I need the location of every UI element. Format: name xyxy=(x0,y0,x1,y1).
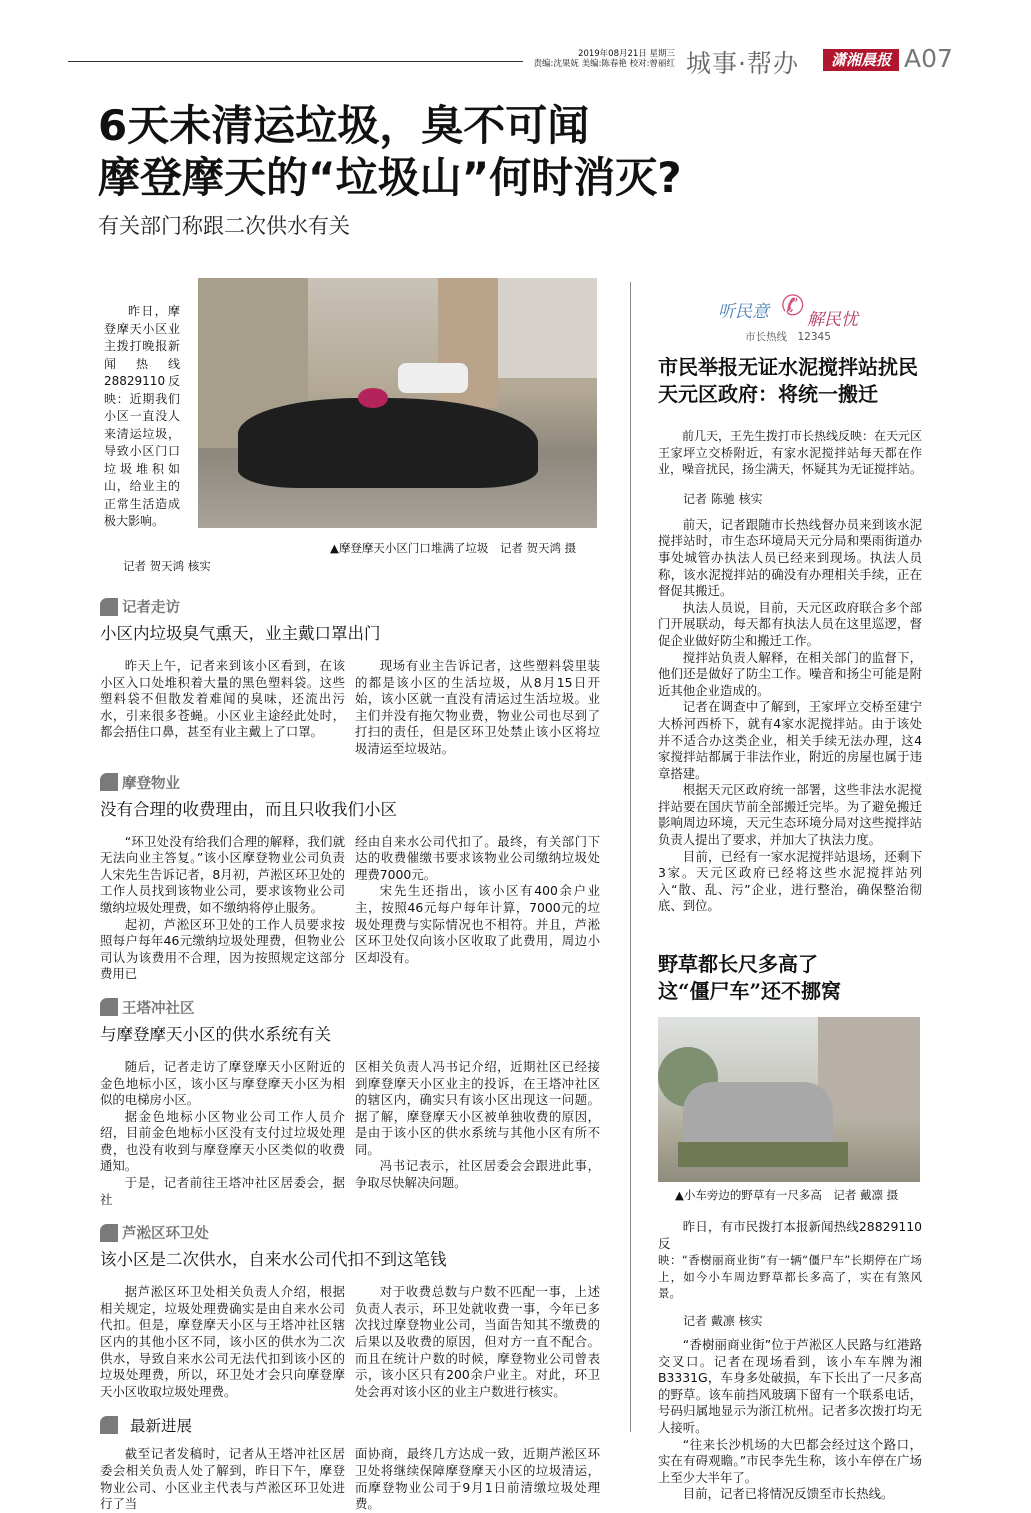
sidebar-story-1-byline: 记者 陈驰 核实 xyxy=(683,491,763,506)
main-story-sections xyxy=(100,596,600,1513)
header-rule xyxy=(68,61,523,62)
subheadline: 有关部门称跟二次供水有关 xyxy=(98,214,350,238)
section-marker xyxy=(100,998,118,1016)
section-4-left-column: 据芦淞区环卫处相关负责人介绍，根据相关规定，垃圾处理费确实是由自来水公司代扣。但是，摩登摩天小区与王塔冲社区辖区内的其他小区不同，该小区的供水为二次供水，导致自来水公司无法代扣到该小区的垃圾处理费，所以，环卫处才会只向摩登摩天小区收取垃圾处理费。 xyxy=(100,1284,345,1399)
page-number: A07 xyxy=(904,44,953,73)
section-latest-progress: 最新进展 截至记者发稿时，记者从王塔冲社区居委会相关负责人处了解到，昨日下午，摩登物业公司、小区业主代表与芦淞区环卫处进行了当 面协商，最终几方达成一致，近期芦淞区环卫处将继续保障摩登摩天小区的垃圾清运，而摩登物业公司于9月1日前清缴垃圾处理费。 xyxy=(100,1417,600,1512)
section-5-left-column: 截至记者发稿时，记者从王塔冲社区居委会相关负责人处了解到，昨日下午，摩登物业公司、小区业主代表与芦淞区环卫处进行了当 xyxy=(100,1446,345,1512)
zombie-car-photo xyxy=(658,1017,920,1182)
section-1-left-column: 昨天上午，记者来到该小区看到，在该小区入口处堆积着大量的黑色塑料袋。这些塑料袋不但散发着难闻的臭味，还流出污水，引来很多苍蝇。小区业主途经此处时，都会捂住口鼻，甚至有业主戴上了口罩。 xyxy=(100,658,345,740)
section-lusong-sanitation: 芦淞区环卫处 该小区是二次供水，自来水公司代扣不到这笔钱 据芦淞区环卫处相关负责人介绍，根据相关规定，垃圾处理费确实是由自来水公司代扣。但是，摩登摩天小区与王塔冲社区辖区内的其他小区不同，该小区的供水为二次供水，导致自来水公司无法代扣到该小区的垃圾处理费，所以，环卫处才会只向摩登摩天小区收取垃圾处理费。 对于收费总数与户数不匹配一事，上述负责人表示，环卫处就收费一事，今年已多次找过摩登物业公司，当面告知其不缴费的后果以及收费的原因，但对方一直不配合。而且在统计户数的时候，摩登物业公司曾表示，该小区只有200余户业主。对此，环卫处会再对该小区的业主户数进行核实。 xyxy=(100,1225,600,1399)
section-1-right-column: 现场有业主告诉记者，这些塑料袋里装的都是该小区的生活垃圾，从8月15日开始，该小区就一直没有清运过生活垃圾。业主们并没有拖欠物业费，物业公司也尽到了打扫的责任，但是区环卫处禁止该小区将垃圾清运至垃圾站。 xyxy=(355,658,600,756)
section-2-left-column: “环卫处没有给我们合理的解释，我们就无法向业主答复。”该小区摩登物业公司负责人宋先生告诉记者，8月初，芦淞区环卫处的工作人员找到该物业公司，要求该物业公司缴纳垃圾处理费，如不缴纳将停止服务。 起初，芦淞区环卫处的工作人员要求按照每户每年46元缴纳垃圾处理费，但物业公司认为该费用不合理，因为按照规定这部分费用已 xyxy=(100,833,345,982)
headline xyxy=(98,100,682,204)
intro-paragraph: 昨日，摩登摩天小区业主拨打晚报新闻热线28829110反映：近期我们小区一直没人来清运垃圾，导致小区门口垃圾堆积如山，给业主的正常生活造成极大影响。 xyxy=(104,304,180,528)
section-marker xyxy=(100,598,118,616)
sidebar-story-1-intro: 前几天，王先生拨打市长热线反映：在天元区王家坪立交桥附近，有家水泥搅拌站每天都在作业，噪音扰民，扬尘满天，怀疑其为无证搅拌站。 xyxy=(658,429,923,477)
section-marker xyxy=(100,773,118,791)
sidebar-story-1-body: 前天，记者跟随市长热线督办员来到该水泥搅拌站时，市生态环境局天元分局和栗雨街道办事处城管办执法人员已经来到现场。执法人员称，该水泥搅拌站的确没有办理相关手续，正在督促其搬迁。 执法人员说，目前，天元区政府联合多个部门开展联动，每天都有执法人员在这里巡逻，督促企业做好防尘和搬迁工作。 搅拌站负责人解释，在相关部门的监督下，他们还是做好了防尘工作。噪音和扬尘可能是附近其他企业造成的。 记者在调查中了解到，王家坪立交桥至建宁大桥河西桥下，就有4家水泥搅拌站。由于该处并不适合办这类企业，相关手续无法办理，这4家搅拌站都属于非法作业，附近的房屋也属于违章搭建。 根据天元区政府统一部署，这些非法水泥搅拌站要在国庆节前全部搬迁完毕。为了避免搬迁影响周边环境，天元生态环境分局对这些搅拌站负责人提出了要求，并加大了执法力度。 目前，已经有一家水泥搅拌站退场，还剩下3家。天元区政府已经将这些水泥搅拌站列入“散、乱、污”企业，进行整治，确保整治彻底、到位。 xyxy=(658,516,922,914)
sidebar-story-2-byline: 记者 戴凛 核实 xyxy=(683,1314,763,1328)
sidebar-photo-caption: ▲小车旁边的野草有一尺多高 记者 戴凛 摄 xyxy=(675,1188,899,1203)
sidebar-story-1-headline: 市民举报无证水泥搅拌站扰民 天元区政府：将统一搬迁 xyxy=(658,355,918,406)
sidebar-story-2-headline: 野草都长尺多高了 这“僵尸车”还不挪窝 xyxy=(658,952,842,1004)
section-5-right-column: 面协商，最终几方达成一致，近期芦淞区环卫处将继续保障摩登摩天小区的垃圾清运，而摩登物业公司于9月1日前清缴垃圾处理费。 xyxy=(355,1446,600,1512)
phone-icon: ✆ xyxy=(781,289,805,322)
sidebar-story-2-intro: 昨日，有市民拨打本报新闻热线28829110反 映：“香樹丽商业街”有一辆“僵尸车”长期停在广场上，如今小车周边野草都长多高了，实在有煞风景。 xyxy=(658,1219,922,1301)
garbage-photo xyxy=(198,278,597,528)
byline: 记者 贺天鸿 核实 xyxy=(123,559,211,573)
photo-caption: ▲摩登摩天小区门口堆满了垃圾 记者 贺天鸿 摄 xyxy=(330,541,577,555)
section-name: 城事·帮办 xyxy=(686,49,799,78)
section-reporter-visit: 记者走访 小区内垃圾臭气熏天，业主戴口罩出门 昨天上午，记者来到该小区看到，在该小区入口处堆积着大量的黑色塑料袋。这些塑料袋不但散发着难闻的臭味，还流出污水，引来很多苍蝇。小区业主途经此处时，都会捂住口鼻，甚至有业主戴上了口罩。 现场有业主告诉记者，这些塑料袋里装的都是该小区的生活垃圾，从8月15日开始，该小区就一直没有清运过生活垃圾。业主们并没有拖欠物业费，物业公司也尽到了打扫的责任，但是区环卫处禁止该小区将垃圾清运至垃圾站。 xyxy=(100,599,600,756)
headline-line-2: 摩登摩天的“垃圾山”何时消灭? xyxy=(98,153,682,202)
headline-line-1: 6天未清运垃圾，臭不可闻 xyxy=(98,101,590,150)
section-modeng-property: 摩登物业 没有合理的收费理由，而且只收我们小区 “环卫处没有给我们合理的解释，我们就无法向业主答复。”该小区摩登物业公司负责人宋先生告诉记者，8月初，芦淞区环卫处的工作人员找到该物业公司，要求该物业公司缴纳垃圾处理费，如不缴纳将停止服务。 起初，芦淞区环卫处的工作人员要求按照每户每年46元缴纳垃圾处理费，但物业公司认为该费用不合理，因为按照规定这部分费用已 经由自来水公司代扣了。最终，有关部门下达的收费催缴书要求该物业公司缴纳垃圾处理费7000元。 宋先生还指出，该小区有400余户业主，按照46元每户每年计算，7000元的垃圾处理费与实际情况也不相符。并且，芦淞区环卫处仅向该小区收取了此费用，周边小区却没有。 xyxy=(100,774,600,982)
section-wangtachong-community: 王塔冲社区 与摩登摩天小区的供水系统有关 随后，记者走访了摩登摩天小区附近的金色地标小区，该小区与摩登摩天小区为相似的电梯房小区。 据金色地标小区物业公司工作人员介绍，目前金色地标小区没有支付过垃圾处理费，也没有收到与摩登摩天小区类似的收费通知。 于是，记者前往王塔冲社区居委会，据社 区相关负责人冯书记介绍，近期社区已经接到摩登摩天小区业主的投诉，在王塔冲社区的辖区内，确实只有该小区出现这一问题。据了解，摩登摩天小区被单独收费的原因，是由于该小区的供水系统与其他小区有所不同。 冯书记表示，社区居委会会跟进此事，争取尽快解决问题。 xyxy=(100,999,600,1207)
editor-credits: 责编:沈果妩 美编:陈春艳 校对:曾丽红 xyxy=(533,59,675,69)
sidebar-story-2-body: “香樹丽商业街”位于芦淞区人民路与红港路交叉口。记者在现场看到，该小车车牌为湘B3331G，车身多处破损，车下长出了一尺多高的野草。该车前挡风玻璃下留有一个联系电话，号码归属地显示为浙江杭州。记者多次拨打均无人接听。 “往来长沙机场的大巴都会经过这个路口，实在有碍观瞻。”市民李先生称，该小车停在广场上至少大半年了。 目前，记者已将情况反馈至市长热线。 xyxy=(658,1337,922,1502)
hotline-logo: 听民意 ✆ 解民忧 市长热线 12345 xyxy=(718,289,858,343)
section-3-right-column: 区相关负责人冯书记介绍，近期社区已经接到摩登摩天小区业主的投诉，在王塔冲社区的辖区内，确实只有该小区出现这一问题。据了解，摩登摩天小区被单独收费的原因，是由于该小区的供水系统与其他小区有所不同。 冯书记表示，社区居委会会跟进此事，争取尽快解决问题。 xyxy=(355,1058,600,1191)
header-meta xyxy=(525,49,675,69)
sidebar xyxy=(658,354,922,1503)
section-marker xyxy=(100,1224,118,1242)
masthead-logo: 潇湘晨报 xyxy=(823,49,899,71)
section-marker xyxy=(100,1416,118,1434)
section-4-right-column: 对于收费总数与户数不匹配一事，上述负责人表示，环卫处就收费一事，今年已多次找过摩登物业公司，当面告知其不缴费的后果以及收费的原因，但对方一直不配合。而且在统计户数的时候，摩登物业公司曾表示，该小区只有200余户业主。对此，环卫处会再对该小区的业主户数进行核实。 xyxy=(355,1284,600,1399)
issue-date: 2019年08月21日 星期三 xyxy=(578,49,675,59)
section-2-right-column: 经由自来水公司代扣了。最终，有关部门下达的收费催缴书要求该物业公司缴纳垃圾处理费7000元。 宋先生还指出，该小区有400余户业主，按照46元每户每年计算，7000元的垃圾处理费与实际情况也不相符。并且，芦淞区环卫处仅向该小区收取了此费用，周边小区却没有。 xyxy=(355,833,600,965)
section-3-left-column: 随后，记者走访了摩登摩天小区附近的金色地标小区，该小区与摩登摩天小区为相似的电梯房小区。 据金色地标小区物业公司工作人员介绍，目前金色地标小区没有支付过垃圾处理费，也没有收到与摩登摩天小区类似的收费通知。 于是，记者前往王塔冲社区居委会，据社 xyxy=(100,1058,345,1207)
column-divider xyxy=(630,282,631,1432)
